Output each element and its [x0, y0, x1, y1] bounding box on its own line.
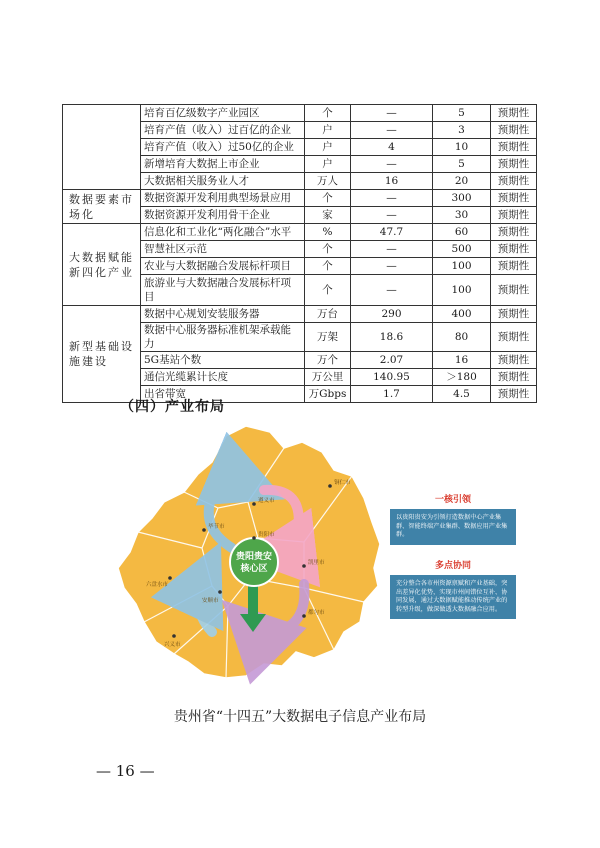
unit: 万人	[305, 173, 351, 190]
baseline-value: 16	[351, 173, 433, 190]
indicator-name: 出省带宽	[141, 386, 305, 403]
city-anshun: 安顺市	[202, 598, 219, 604]
indicator-table	[62, 104, 537, 403]
category-cell-blank	[63, 105, 141, 190]
indicator-name: 5G基站个数	[141, 352, 305, 369]
target-value: 300	[433, 190, 491, 207]
baseline-value: 47.7	[351, 224, 433, 241]
indicator-name: 大数据相关服务业人才	[141, 173, 305, 190]
indicator-name: 培育产值（收入）过百亿的企业	[141, 122, 305, 139]
core-label-line1: 贵阳贵安	[235, 552, 273, 562]
target-value: 400	[433, 306, 491, 323]
unit: 万台	[305, 306, 351, 323]
target-value: 500	[433, 241, 491, 258]
info-multi-title: 多点协同	[434, 561, 471, 571]
city-xingyi: 兴义市	[164, 642, 181, 648]
city-zunyi: 遵义市	[258, 498, 275, 504]
unit: 家	[305, 207, 351, 224]
city-tongren: 铜仁市	[334, 480, 351, 486]
target-value: 30	[433, 207, 491, 224]
target-value: 100	[433, 258, 491, 275]
city-bijie: 毕节市	[208, 524, 225, 530]
unit: 个	[305, 105, 351, 122]
category-cell-market: 数据要素市场化	[63, 190, 141, 224]
arrow-green-down	[248, 584, 258, 616]
guizhou-map	[108, 418, 390, 694]
nature: 预期性	[491, 173, 537, 190]
indicator-name: 农业与大数据融合发展标杆项目	[141, 258, 305, 275]
core-zone	[230, 538, 278, 586]
target-value: 60	[433, 224, 491, 241]
unit: 万Gbps	[305, 386, 351, 403]
indicator-name: 智慧社区示范	[141, 241, 305, 258]
unit: 个	[305, 275, 351, 306]
info-one-core-text: 以贵阳贵安为引领打造数据中心产业集群、智能终端产业集群、数据应用产业集群。	[390, 509, 516, 545]
baseline-value: 4	[351, 139, 433, 156]
unit: 个	[305, 241, 351, 258]
nature: 预期性	[491, 224, 537, 241]
figure-caption: 贵州省“十四五”大数据电子信息产业布局	[173, 709, 427, 725]
nature: 预期性	[491, 369, 537, 386]
nature: 预期性	[491, 139, 537, 156]
baseline-value: 1.7	[351, 386, 433, 403]
city-liupanshui: 六盘水市	[146, 582, 169, 588]
target-value: 5	[433, 156, 491, 173]
nature: 预期性	[491, 306, 537, 323]
baseline-value: —	[351, 207, 433, 224]
table-row	[63, 190, 537, 207]
unit: 万公里	[305, 369, 351, 386]
indicator-name: 数据资源开发利用骨干企业	[141, 207, 305, 224]
table-row	[63, 105, 537, 122]
nature: 预期性	[491, 386, 537, 403]
baseline-value: —	[351, 105, 433, 122]
baseline-value: —	[351, 241, 433, 258]
baseline-value: 18.6	[351, 323, 433, 352]
indicator-name: 培育百亿级数字产业园区	[141, 105, 305, 122]
indicator-name: 数据中心服务器标准机架承载能力	[141, 323, 305, 352]
category-cell-empower: 大数据赋能新四化产业	[63, 224, 141, 306]
table-row	[63, 224, 537, 241]
baseline-value: —	[351, 275, 433, 306]
baseline-value: —	[351, 190, 433, 207]
unit: 户	[305, 156, 351, 173]
target-value: 16	[433, 352, 491, 369]
baseline-value: 290	[351, 306, 433, 323]
unit: 户	[305, 122, 351, 139]
target-value: 80	[433, 323, 491, 352]
section-heading: （四）产业布局	[120, 399, 225, 415]
indicator-name: 通信光缆累计长度	[141, 369, 305, 386]
info-multi-text: 充分整合各市州资源禀赋和产业基础，突出差异化优势，实现市州间错位互补、协同发展，通过大数据赋能推动传统产业的转型升级，做深做透大数据融合应用。	[390, 575, 516, 619]
page-number: — 16 —	[96, 762, 155, 780]
nature: 预期性	[491, 207, 537, 224]
info-one-core-title: 一核引领	[434, 495, 471, 505]
indicator-name: 数据中心规划安装服务器	[141, 306, 305, 323]
target-value: 5	[433, 105, 491, 122]
target-value: 100	[433, 275, 491, 306]
nature: 预期性	[491, 275, 537, 306]
indicator-name: 数据资源开发利用典型场景应用	[141, 190, 305, 207]
baseline-value: —	[351, 258, 433, 275]
unit: 万架	[305, 323, 351, 352]
unit: %	[305, 224, 351, 241]
category-cell-infra: 新型基础设施建设	[63, 306, 141, 403]
nature: 预期性	[491, 190, 537, 207]
baseline-value: 2.07	[351, 352, 433, 369]
nature: 预期性	[491, 122, 537, 139]
core-label-line2: 核心区	[240, 564, 268, 574]
unit: 个	[305, 258, 351, 275]
nature: 预期性	[491, 105, 537, 122]
indicator-name: 培育产值（收入）过50亿的企业	[141, 139, 305, 156]
unit: 万个	[305, 352, 351, 369]
baseline-value: 140.95	[351, 369, 433, 386]
target-value: 20	[433, 173, 491, 190]
info-one-core	[390, 492, 516, 545]
table-row	[63, 306, 537, 323]
unit: 户	[305, 139, 351, 156]
indicator-name: 新增培育大数据上市企业	[141, 156, 305, 173]
unit: 个	[305, 190, 351, 207]
indicator-name: 信息化和工业化“两化融合”水平	[141, 224, 305, 241]
nature: 预期性	[491, 352, 537, 369]
target-value: 4.5	[433, 386, 491, 403]
target-value: 3	[433, 122, 491, 139]
nature: 预期性	[491, 241, 537, 258]
indicator-name: 旅游业与大数据融合发展标杆项目	[141, 275, 305, 306]
baseline-value: —	[351, 122, 433, 139]
city-guiyang: 贵阳市	[258, 532, 275, 538]
target-value: 10	[433, 139, 491, 156]
nature: 预期性	[491, 323, 537, 352]
nature: 预期性	[491, 258, 537, 275]
target-value: ＞180	[433, 369, 491, 386]
baseline-value: —	[351, 156, 433, 173]
city-kaili: 凯里市	[308, 560, 325, 566]
city-duyun: 都匀市	[308, 610, 325, 616]
info-multi	[390, 558, 516, 619]
nature: 预期性	[491, 156, 537, 173]
